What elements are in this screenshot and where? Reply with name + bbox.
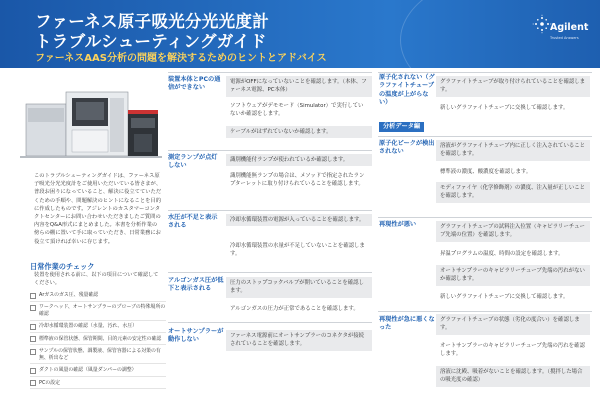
checklist-item[interactable]: ワークヘッド、オートサンプラーのプローブの特殊場所の確認 [30, 304, 166, 320]
problem-label: 原子化ピークが検出されない [379, 140, 435, 156]
fix-item: 識別機能無ランプの場合は、メソッドで指定されたランプターレットに取り付けられていることを確認します。 [230, 173, 365, 188]
fix-item: グラファイトチューブが取り付けられていることを確認します。 [436, 76, 590, 97]
problem-label: 原子化されない（グラファイトチューブの温度が上がらない） [379, 74, 435, 107]
fix-item: グラファイトチューブの状態（劣化の度合い）を確認します。 [436, 314, 590, 335]
checkbox[interactable] [30, 293, 36, 299]
fix-item: 昇温プログラムの温度、時間の設定を確認します。 [440, 251, 564, 257]
brand-tagline: Trusted Answers [550, 36, 579, 40]
row-divider [378, 311, 592, 312]
checklist-item[interactable]: サンプルの保管状態、調製液、保管容器による対策の有無、析出など [30, 348, 166, 364]
checkbox[interactable] [30, 305, 36, 311]
row-divider [378, 136, 592, 137]
checklist-item[interactable]: 冷却水循環装置の確認（水量、汚れ、水圧） [30, 323, 166, 333]
problem-label: 装置本体とPCの通信ができない [168, 76, 221, 92]
spark-logo-icon [532, 14, 552, 34]
section-label-analysis-data: 分析データ編 [379, 122, 424, 132]
intro-text: このトラブルシューティングガイドは、ファーネス原子吸光分光光度計をご使用いただいている皆さまが、普段お困りになっていること、解決に役立てていただくための手順や、問題解決のヒントになることを目的に作成したものです。アジレントのカスタマーコンタクトセンターにお問い合わせいただきましたご質問の内容をQ&A形式にまとめました。本書を分析作業の傍らの棚に置いて手に取っていただき、日常業務にお役立て頂ければ幸いに存じます。 [34, 173, 162, 245]
agilent-logo [532, 14, 592, 54]
fix-item: グラファイトチューブの試料注入位置（キャピラリーチューブ先端の位置）を確認します。 [436, 221, 590, 242]
fix-item: 冷却水循環装置の水量が不足していないことを確認します。 [230, 243, 365, 258]
problem-label: 測定ランプが点灯しない [168, 154, 218, 170]
row-divider [168, 72, 372, 73]
problem-label: 再現性が悪い [379, 221, 417, 228]
daily-check-desc: 装置を使用される前に、以下の項目について確認してください。 [34, 272, 159, 286]
row-divider [168, 150, 372, 151]
fix-item: 溶液がグラファイトチューブ内に正しく注入されていることを確認します。 [436, 140, 590, 161]
checkbox[interactable] [30, 324, 36, 330]
brand-name: Agilent [550, 22, 589, 33]
row-divider [378, 72, 592, 73]
fix-item: 電源がOFFになっていないことを確認します。（本体、ファーネス電源、PC本体） [226, 76, 372, 97]
row-divider [168, 272, 372, 273]
fix-item: 標準液の濃度、酸濃度を確認します。 [440, 169, 532, 175]
fix-item: オートサンプラーのキャピラリーチューブ先端の汚れがないか確認します。 [436, 265, 590, 286]
page-title-line2: トラブルシューティングガイド [35, 32, 267, 51]
fix-item: モディファイヤ（化学修飾剤）の濃度、注入量が正しいことを確認します。 [436, 182, 590, 203]
fix-item: 識別機能付ランプが使われているか確認します。 [226, 154, 372, 166]
checklist-item[interactable]: Arガスのガス圧、残量確認 [30, 292, 166, 302]
instrument-image [16, 74, 166, 160]
checklist-item[interactable]: ダクトの風量の確認（風量ダンパーの調整） [30, 367, 166, 377]
checkbox[interactable] [30, 380, 36, 386]
fix-item: オートサンプラーのキャピラリーチューブ先端の汚れを確認します。 [440, 343, 585, 358]
daily-checklist [30, 292, 166, 392]
daily-check-title: 日常作業のチェック [30, 262, 95, 271]
checklist-item[interactable]: PCの設定 [30, 380, 166, 390]
problem-label: オートサンプラーが動作しない [168, 328, 224, 344]
problem-label: 水圧が不足と表示される [168, 214, 218, 230]
problem-label: アルゴンガス圧が低下と表示される [168, 277, 224, 293]
row-divider [378, 217, 592, 218]
checkbox[interactable] [30, 368, 36, 374]
fix-item: ファーネス電源前にオートサンプラーのコネクタが接続されていることを確認します。 [226, 330, 372, 351]
fix-item: 圧力のストップコックバルブが開いていることを確認します。 [226, 277, 372, 298]
fix-item: ケーブルがはずれていないか確認します。 [226, 126, 372, 138]
problem-label: 再現性が急に悪くなった [379, 316, 435, 332]
row-divider [168, 322, 372, 323]
fix-item: ソフトウェアがデモモード（Simulator）で実行していないか確認をします。 [230, 103, 364, 118]
fix-item: 新しいグラファイトチューブに交換して確認します。 [440, 105, 569, 111]
row-divider [168, 210, 372, 211]
header-banner [0, 0, 600, 68]
checklist-item[interactable]: 標準液の保管状態、保管期間、目的元素の安定性の確認 [30, 336, 166, 346]
checkbox[interactable] [30, 349, 36, 355]
page-subtitle: ファーネスAAS分析の問題を解決するためのヒントとアドバイス [35, 53, 327, 64]
fix-item: 新しいグラファイトチューブに交換して確認します。 [440, 294, 569, 300]
fix-item: 冷却水循環装置の電源が入っていることを確認します。 [226, 214, 372, 226]
fix-item: アルゴンガスの圧力が正常であることを確認します。 [230, 306, 359, 312]
checkbox[interactable] [30, 336, 36, 342]
page-title-line1: ファーネス原子吸光分光光度計 [35, 12, 270, 31]
fix-item: 溶液に沈殿、吸着がないことを確認します。（撹拌した場合の吸光度の確認） [436, 366, 590, 387]
